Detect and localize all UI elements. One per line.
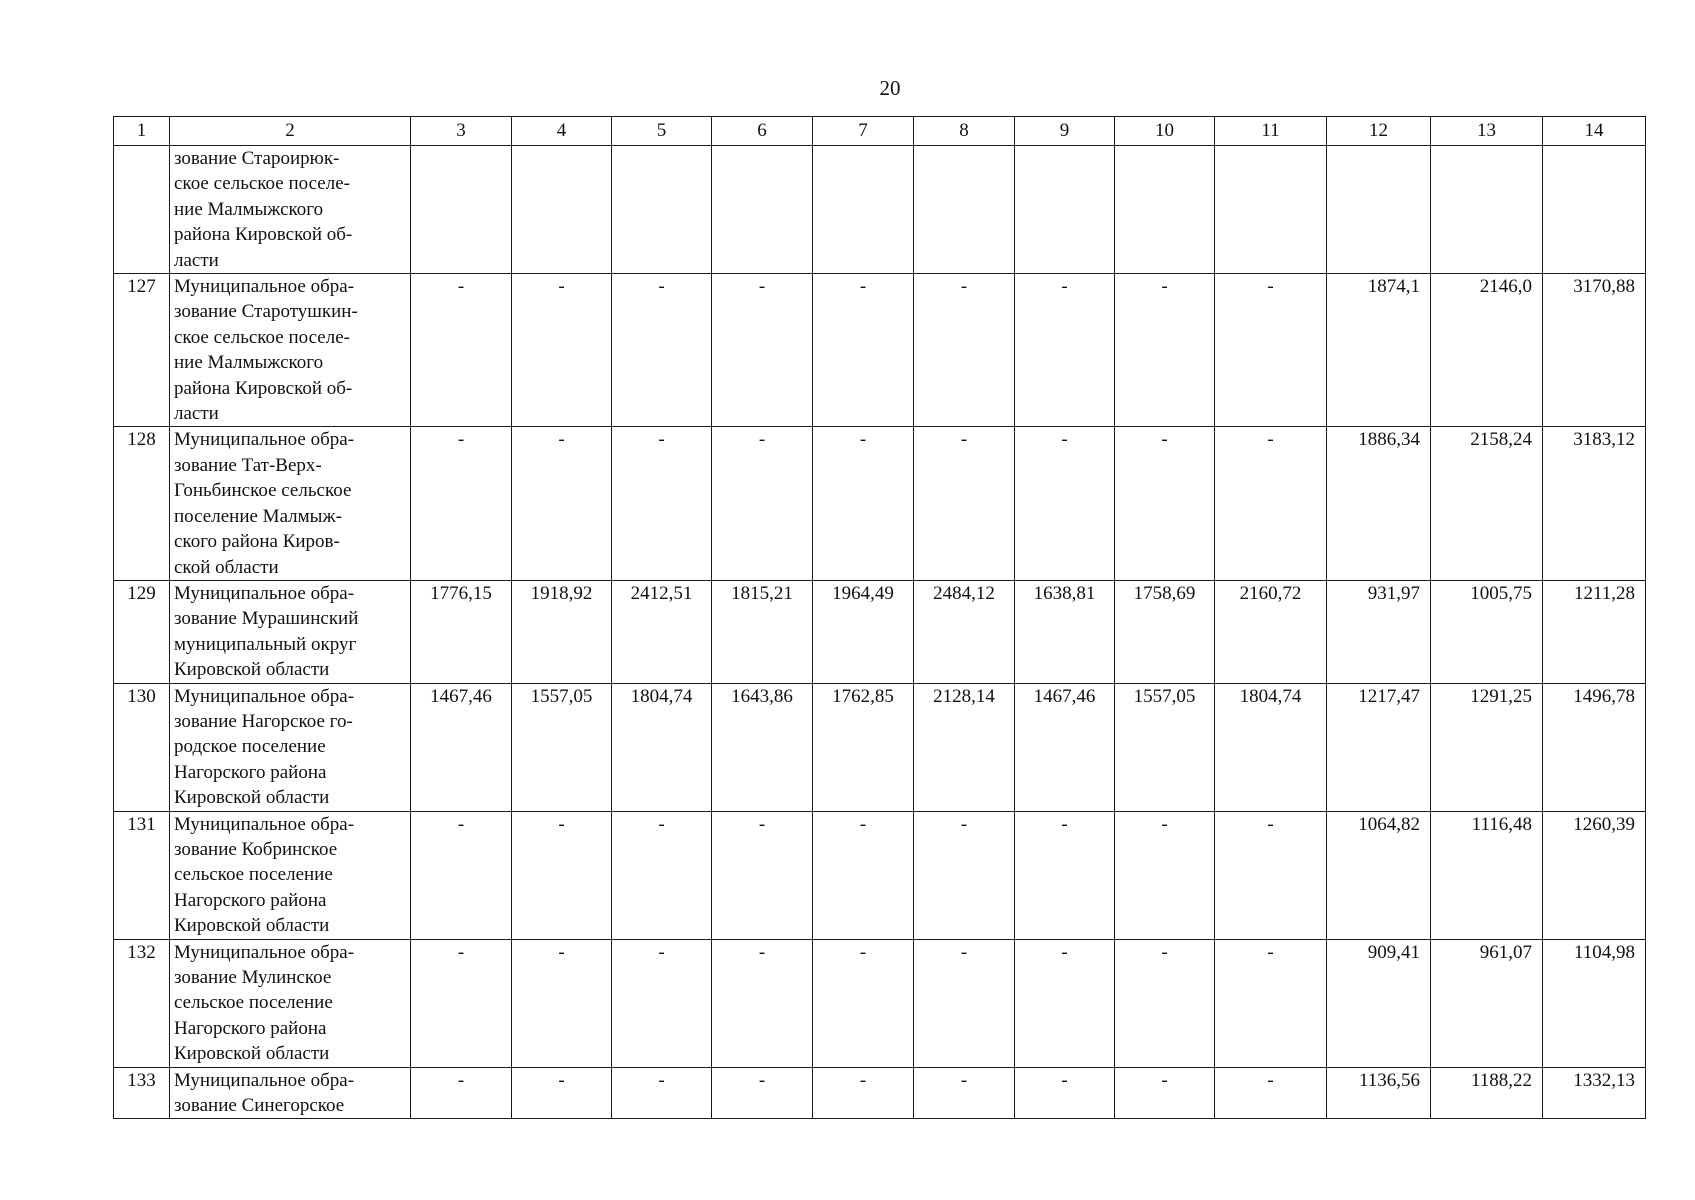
table-row — [114, 1067, 1646, 1119]
value-cell: 1467,46 — [411, 683, 512, 811]
value-cell — [1215, 146, 1327, 274]
municipality-name-cell — [170, 580, 411, 683]
name-line: зование Староирюк- — [174, 148, 340, 169]
name-line: ской области — [174, 556, 279, 578]
name-line: ского района Киров- — [174, 531, 340, 553]
value-cell: 1332,13 — [1543, 1067, 1646, 1119]
header-cell: 14 — [1543, 117, 1646, 146]
row-number-cell: 129 — [114, 580, 170, 683]
value-cell: - — [1115, 811, 1215, 939]
value-cell — [411, 146, 512, 274]
name-line: Муниципальное обра- — [174, 813, 355, 835]
name-line: Нагорского района — [174, 889, 327, 911]
value-cell: 961,07 — [1431, 939, 1543, 1067]
value-cell: 1104,98 — [1543, 939, 1646, 1067]
name-line: Кировской области — [174, 659, 330, 681]
name-line: муниципальный округ — [174, 633, 357, 655]
value-cell: - — [1115, 427, 1215, 580]
row-number-cell: 132 — [114, 939, 170, 1067]
name-line: ние Малмыжского — [174, 352, 324, 374]
row-number-cell: 133 — [114, 1067, 170, 1119]
value-cell: - — [612, 811, 712, 939]
value-cell: - — [712, 274, 813, 427]
value-cell: 1291,25 — [1431, 683, 1543, 811]
value-cell: 931,97 — [1327, 580, 1431, 683]
value-cell: 1762,85 — [813, 683, 914, 811]
value-cell — [813, 146, 914, 274]
name-line: ласти — [174, 249, 219, 271]
municipality-name-cell — [170, 939, 411, 1067]
name-line: Кировской области — [174, 915, 330, 937]
table-row — [114, 811, 1646, 939]
value-cell: - — [914, 274, 1015, 427]
value-cell: - — [914, 427, 1015, 580]
header-cell: 7 — [813, 117, 914, 146]
row-number-cell: 130 — [114, 683, 170, 811]
header-cell: 4 — [512, 117, 612, 146]
municipality-name-cell — [170, 811, 411, 939]
value-cell: 2128,14 — [914, 683, 1015, 811]
value-cell: - — [411, 427, 512, 580]
table-row — [114, 427, 1646, 580]
value-cell: - — [1015, 939, 1115, 1067]
name-line: Нагорского района — [174, 761, 327, 783]
name-line: ское сельское поселе- — [174, 173, 350, 195]
value-cell: 1964,49 — [813, 580, 914, 683]
value-cell: 2158,24 — [1431, 427, 1543, 580]
value-cell: - — [512, 939, 612, 1067]
value-cell: 909,41 — [1327, 939, 1431, 1067]
value-cell: 1804,74 — [1215, 683, 1327, 811]
value-cell: 1557,05 — [512, 683, 612, 811]
header-cell: 1 — [114, 117, 170, 146]
value-cell — [712, 146, 813, 274]
value-cell: - — [712, 427, 813, 580]
value-cell: - — [1215, 811, 1327, 939]
value-cell: - — [1215, 939, 1327, 1067]
value-cell: 1496,78 — [1543, 683, 1646, 811]
value-cell — [914, 146, 1015, 274]
name-line: Муниципальное обра- — [174, 941, 355, 963]
table-row — [114, 580, 1646, 683]
value-cell: - — [1215, 274, 1327, 427]
municipality-name-cell — [170, 1067, 411, 1119]
value-cell: 1211,28 — [1543, 580, 1646, 683]
header-cell: 2 — [170, 117, 411, 146]
value-cell — [512, 146, 612, 274]
name-line: зование Синегорское — [174, 1095, 345, 1117]
name-line: поселение Малмыж- — [174, 505, 342, 527]
value-cell: - — [813, 427, 914, 580]
header-row — [114, 117, 1646, 146]
value-cell: - — [612, 939, 712, 1067]
page-number: 20 — [879, 76, 901, 100]
header-cell: 13 — [1431, 117, 1543, 146]
value-cell: 1638,81 — [1015, 580, 1115, 683]
value-cell: - — [612, 274, 712, 427]
name-line: зование Старотушкин- — [174, 301, 358, 323]
value-cell: - — [612, 1067, 712, 1119]
value-cell: - — [914, 1067, 1015, 1119]
data-table — [113, 116, 1646, 1119]
name-line: Муниципальное обра- — [174, 685, 355, 707]
name-line: ласти — [174, 403, 219, 425]
value-cell: - — [813, 939, 914, 1067]
value-cell: 1886,34 — [1327, 427, 1431, 580]
value-cell: - — [914, 939, 1015, 1067]
table-row — [114, 939, 1646, 1067]
value-cell: 1804,74 — [612, 683, 712, 811]
value-cell: 3183,12 — [1543, 427, 1646, 580]
name-line: Муниципальное обра- — [174, 429, 355, 451]
value-cell: - — [512, 274, 612, 427]
municipality-name-cell — [170, 683, 411, 811]
value-cell: 2160,72 — [1215, 580, 1327, 683]
value-cell: - — [712, 811, 813, 939]
value-cell — [612, 146, 712, 274]
value-cell — [1327, 146, 1431, 274]
header-cell: 12 — [1327, 117, 1431, 146]
value-cell: - — [813, 811, 914, 939]
header-cell: 10 — [1115, 117, 1215, 146]
header-cell: 11 — [1215, 117, 1327, 146]
value-cell: 2484,12 — [914, 580, 1015, 683]
header-cell: 8 — [914, 117, 1015, 146]
value-cell: - — [411, 1067, 512, 1119]
value-cell: - — [1015, 427, 1115, 580]
name-line: сельское поселение — [174, 992, 333, 1014]
name-line: зование Мурашинский — [174, 608, 359, 630]
name-line: Муниципальное обра- — [174, 276, 355, 298]
value-cell: 1467,46 — [1015, 683, 1115, 811]
name-line: района Кировской об- — [174, 377, 353, 399]
municipality-name-cell — [170, 274, 411, 427]
value-cell: - — [813, 274, 914, 427]
name-line: района Кировской об- — [174, 224, 353, 246]
value-cell: 1918,92 — [512, 580, 612, 683]
value-cell: - — [1015, 1067, 1115, 1119]
value-cell: 1064,82 — [1327, 811, 1431, 939]
value-cell: - — [914, 811, 1015, 939]
value-cell: 2412,51 — [612, 580, 712, 683]
value-cell: - — [512, 1067, 612, 1119]
value-cell: - — [411, 939, 512, 1067]
row-number-cell — [114, 146, 170, 274]
name-line: зование Кобринское — [174, 838, 338, 860]
value-cell: - — [712, 1067, 813, 1119]
value-cell: 1776,15 — [411, 580, 512, 683]
value-cell: - — [712, 939, 813, 1067]
table-row — [114, 274, 1646, 427]
value-cell: - — [512, 811, 612, 939]
value-cell: 1758,69 — [1115, 580, 1215, 683]
header-cell: 3 — [411, 117, 512, 146]
value-cell: - — [1115, 274, 1215, 427]
value-cell: - — [813, 1067, 914, 1119]
name-line: Гоньбинское сельское — [174, 480, 352, 502]
value-cell — [1431, 146, 1543, 274]
value-cell: 1116,48 — [1431, 811, 1543, 939]
value-cell: - — [1015, 811, 1115, 939]
value-cell: - — [411, 811, 512, 939]
row-number-cell: 128 — [114, 427, 170, 580]
value-cell — [1015, 146, 1115, 274]
value-cell: - — [1115, 939, 1215, 1067]
value-cell: - — [411, 274, 512, 427]
name-line: ское сельское поселе- — [174, 326, 350, 348]
value-cell: 1217,47 — [1327, 683, 1431, 811]
value-cell: - — [1115, 1067, 1215, 1119]
header-cell: 5 — [612, 117, 712, 146]
value-cell: - — [1215, 1067, 1327, 1119]
value-cell: 1815,21 — [712, 580, 813, 683]
municipality-name-cell — [170, 146, 411, 274]
name-line: сельское поселение — [174, 864, 333, 886]
municipality-name-cell — [170, 427, 411, 580]
value-cell: 1874,1 — [1327, 274, 1431, 427]
table-row — [114, 683, 1646, 811]
value-cell: 1260,39 — [1543, 811, 1646, 939]
name-line: зование Тат-Верх- — [174, 454, 322, 476]
name-line: Кировской области — [174, 787, 330, 809]
header-cell: 6 — [712, 117, 813, 146]
name-line: ние Малмыжского — [174, 198, 324, 220]
row-number-cell: 131 — [114, 811, 170, 939]
name-line: Муниципальное обра- — [174, 582, 355, 604]
value-cell: - — [1215, 427, 1327, 580]
name-line: Нагорского района — [174, 1017, 327, 1039]
name-line: зование Мулинское — [174, 967, 332, 988]
value-cell: 1005,75 — [1431, 580, 1543, 683]
value-cell: 1557,05 — [1115, 683, 1215, 811]
value-cell — [1543, 146, 1646, 274]
value-cell: - — [1015, 274, 1115, 427]
name-line: Кировской области — [174, 1043, 330, 1065]
value-cell — [1115, 146, 1215, 274]
table-row — [114, 146, 1646, 274]
name-line: зование Нагорское го- — [174, 710, 353, 732]
name-line: Муниципальное обра- — [174, 1069, 355, 1091]
header-cell: 9 — [1015, 117, 1115, 146]
value-cell: - — [612, 427, 712, 580]
value-cell: 3170,88 — [1543, 274, 1646, 427]
name-line: родское поселение — [174, 736, 326, 758]
value-cell: 1188,22 — [1431, 1067, 1543, 1119]
value-cell: 1136,56 — [1327, 1067, 1431, 1119]
value-cell: - — [512, 427, 612, 580]
value-cell: 1643,86 — [712, 683, 813, 811]
row-number-cell: 127 — [114, 274, 170, 427]
value-cell: 2146,0 — [1431, 274, 1543, 427]
